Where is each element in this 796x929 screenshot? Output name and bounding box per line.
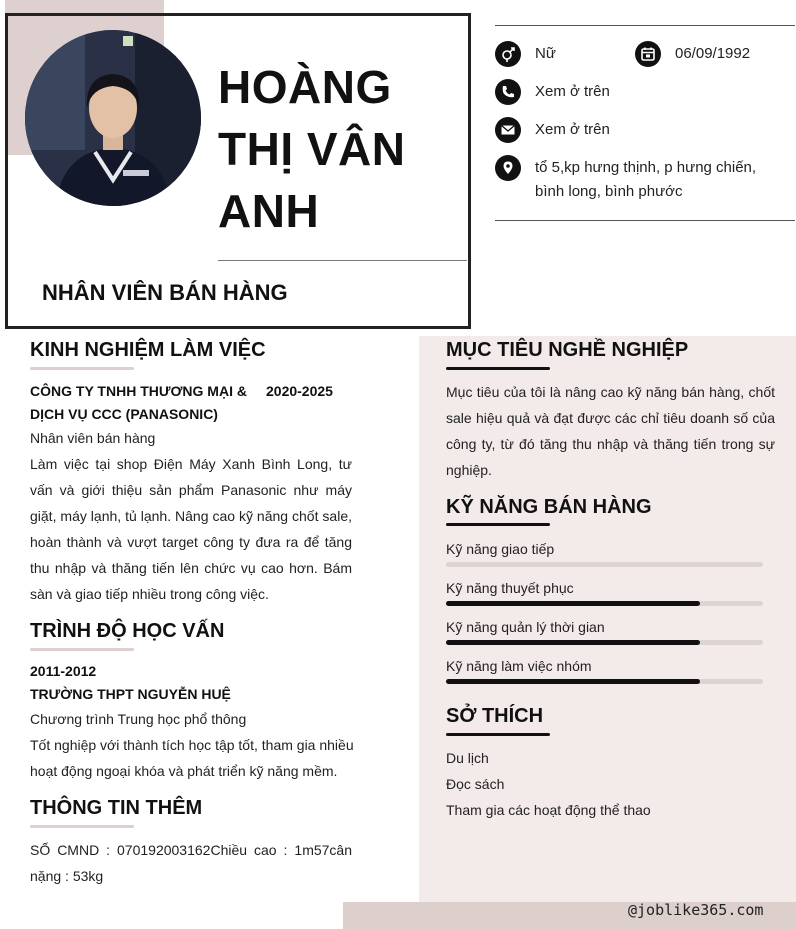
contact-divider-top: [495, 25, 795, 26]
location-pin-icon: [495, 155, 521, 181]
email-value: Xem ở trên: [535, 121, 610, 138]
calendar-icon: [635, 41, 661, 67]
name-line-1: HOÀNG: [218, 61, 392, 113]
extra-info-heading-underline: [30, 825, 134, 828]
skill-label-1: Kỹ năng giao tiếp: [446, 541, 555, 557]
job-title: NHÂN VIÊN BÁN HÀNG: [42, 280, 288, 305]
hobby-item-3: Tham gia các hoạt động thể thao: [446, 802, 651, 818]
education-program: Chương trình Trung học phổ thông: [30, 711, 247, 727]
experience-period: 2020-2025: [266, 383, 333, 399]
skill-label-2: Kỹ năng thuyết phục: [446, 580, 574, 596]
address-value: tổ 5,kp hưng thịnh, p hưng chiến, bình long, bình phước: [535, 159, 757, 200]
skill-bar-fill-4: [446, 679, 700, 684]
email-icon: [495, 117, 521, 143]
phone-icon: [495, 79, 521, 105]
education-heading-underline: [30, 648, 134, 651]
education-period: 2011-2012: [30, 663, 97, 679]
hobby-item-1: Du lịch: [446, 750, 489, 766]
skill-bar-track-2: [446, 601, 763, 606]
watermark-text: @joblike365.com: [628, 901, 764, 919]
hobbies-heading: SỞ THÍCH: [446, 705, 544, 727]
profile-photo-illustration: [25, 30, 201, 206]
skill-label-3: Kỹ năng quản lý thời gian: [446, 619, 605, 635]
name-divider: [218, 260, 467, 261]
gender-value: Nữ: [535, 45, 556, 62]
extra-info-heading: THÔNG TIN THÊM: [30, 797, 203, 819]
experience-heading-underline: [30, 367, 134, 370]
experience-description: Làm việc tại shop Điện Máy Xanh Bình Long, tư vấn và giới thiệu sản phẩm Panasonic như máy giặt, máy lạnh, tủ lạnh. Nâng cao kỹ năng chốt sale, hoàn thành và vượt target công ty đưa ra để tăng thu nhập và thăng tiến lên chức vụ cao hơn. Bám sàn và giao tiếp nhiều trong công việc.: [30, 456, 352, 602]
profile-photo: [25, 30, 201, 206]
education-description: Tốt nghiệp với thành tích học tập tốt, tham gia nhiều hoạt động ngoại khóa và phát triển kỹ năng mềm.: [30, 737, 354, 779]
skill-bar-fill-3: [446, 640, 700, 645]
objective-text: Mục tiêu của tôi là nâng cao kỹ năng bán hàng, chốt sale hiệu quả và đạt được các chỉ tiêu doanh số của công ty, từ đó tăng thu nhập và thăng tiến trong sự nghiệp.: [446, 384, 775, 478]
skills-heading: KỸ NĂNG BÁN HÀNG: [446, 496, 652, 518]
hobbies-heading-underline: [446, 733, 550, 736]
skill-bar-track-4: [446, 679, 763, 684]
birthday-value: 06/09/1992: [675, 45, 751, 62]
objective-heading: MỤC TIÊU NGHỀ NGHIỆP: [446, 339, 689, 361]
hobby-item-2: Đọc sách: [446, 776, 505, 792]
experience-heading: KINH NGHIỆM LÀM VIỆC: [30, 339, 266, 361]
skill-bar-track-3: [446, 640, 763, 645]
gender-icon: [495, 41, 521, 67]
education-school: TRƯỜNG THPT NGUYỄN HUỆ: [30, 686, 231, 702]
education-heading: TRÌNH ĐỘ HỌC VẤN: [30, 620, 225, 642]
name-line-3: ANH: [218, 185, 320, 237]
experience-role: Nhân viên bán hàng: [30, 430, 156, 446]
contact-divider-bottom: [495, 220, 795, 221]
name-line-2: THỊ VÂN: [218, 123, 406, 175]
candidate-name: [218, 56, 463, 242]
skills-heading-underline: [446, 523, 550, 526]
skill-label-4: Kỹ năng làm việc nhóm: [446, 658, 592, 674]
experience-company: CÔNG TY TNHH THƯƠNG MẠI & DỊCH VỤ CCC (PANASONIC): [30, 383, 247, 422]
objective-heading-underline: [446, 367, 550, 370]
skill-bar-track-1: [446, 562, 763, 567]
skill-bar-fill-2: [446, 601, 700, 606]
extra-info-text: SỐ CMND : 070192003162Chiều cao : 1m57cân nặng : 53kg: [30, 842, 352, 884]
phone-value: Xem ở trên: [535, 83, 610, 100]
